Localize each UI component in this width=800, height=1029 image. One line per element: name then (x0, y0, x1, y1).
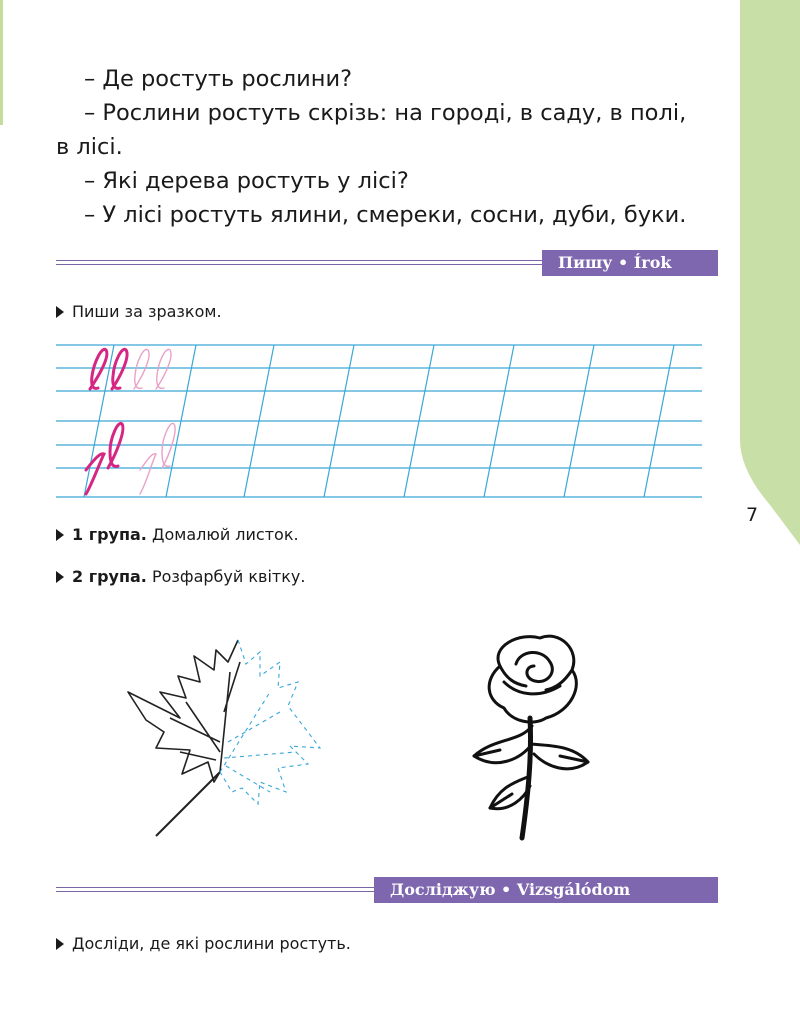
side-tab-decoration (740, 0, 800, 545)
task-group-2 (56, 567, 305, 586)
task-write-text: Пиши за зразком. (72, 302, 222, 321)
sample-letters-row-1 (90, 349, 171, 389)
triangle-bullet-icon (56, 529, 64, 541)
handwriting-grid (56, 344, 702, 500)
task-research (56, 934, 351, 953)
dialog-text (56, 62, 746, 232)
task-research-text: Досліди, де які рослини ростуть. (72, 934, 351, 953)
banner-write-label: Пишу • Írok (558, 253, 672, 272)
maple-leaf-icon (120, 632, 330, 842)
triangle-bullet-icon (56, 306, 64, 318)
task-group-1-bold: 1 група. (72, 525, 147, 544)
task-group-2-bold: 2 група. (72, 567, 147, 586)
page-number: 7 (746, 504, 759, 526)
banner-research (374, 877, 718, 903)
left-edge-strip (0, 0, 3, 125)
task-group-1-text: Домалюй листок. (146, 525, 299, 544)
rose-icon (460, 626, 600, 846)
triangle-bullet-icon (56, 571, 64, 583)
triangle-bullet-icon (56, 938, 64, 950)
task-group-1 (56, 525, 299, 544)
banner-write-rule (56, 260, 542, 265)
banner-write (542, 250, 718, 276)
task-group-2-text: Розфарбуй квітку. (146, 567, 306, 586)
task-write (56, 302, 222, 321)
banner-research-rule (56, 887, 374, 892)
dialog-line-1: – Де ростуть рослини? (84, 66, 353, 92)
dialog-line-2: – Рослини ростуть скрізь: на городі, в саду, в полі, (84, 100, 687, 126)
dialog-line-4: – Які дерева ростуть у лісі? (84, 168, 409, 194)
banner-research-label: Досліджую • Vizsgálódom (390, 880, 631, 899)
dialog-line-3: в лісі. (56, 134, 123, 160)
dialog-line-5: – У лісі ростуть ялини, смереки, сосни, дуби, буки. (84, 202, 687, 228)
sample-letters-row-2 (86, 423, 175, 494)
